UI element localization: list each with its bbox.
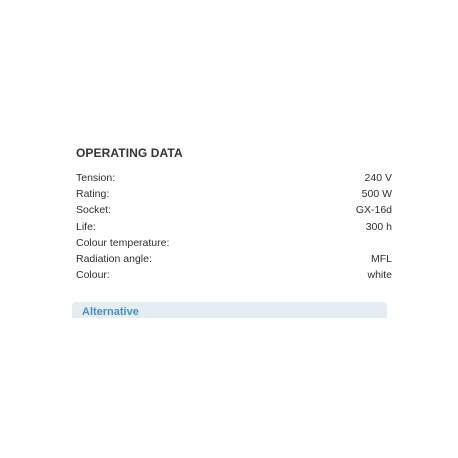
- operating-data-panel: [76, 146, 392, 283]
- row-value: MFL: [371, 253, 392, 266]
- data-row-life: [76, 219, 392, 235]
- row-value: GX-16d: [355, 204, 392, 217]
- data-row-rating: [76, 186, 392, 202]
- row-label: Radiation angle:: [76, 253, 152, 266]
- row-label: Rating:: [76, 188, 110, 201]
- data-row-radiation-angle: [76, 251, 392, 267]
- row-value: 300 h: [365, 220, 392, 233]
- row-value: 240 V: [364, 172, 392, 184]
- alternative-section-header[interactable]: [72, 302, 387, 318]
- row-label: Colour temperature:: [76, 236, 170, 249]
- row-label: Socket:: [76, 204, 112, 217]
- data-row-colour: [76, 267, 392, 283]
- data-row-socket: [76, 202, 392, 218]
- row-value: 500 W: [361, 188, 392, 201]
- row-label: Life:: [76, 220, 96, 233]
- data-row-colour-temperature: [76, 235, 392, 251]
- row-label: Colour:: [76, 269, 110, 282]
- section-title: OPERATING DATA: [76, 146, 183, 160]
- data-row-tension: [76, 170, 392, 186]
- row-value: white: [367, 269, 392, 282]
- row-label: Tension:: [76, 172, 116, 184]
- alternative-label: Alternative: [82, 306, 139, 318]
